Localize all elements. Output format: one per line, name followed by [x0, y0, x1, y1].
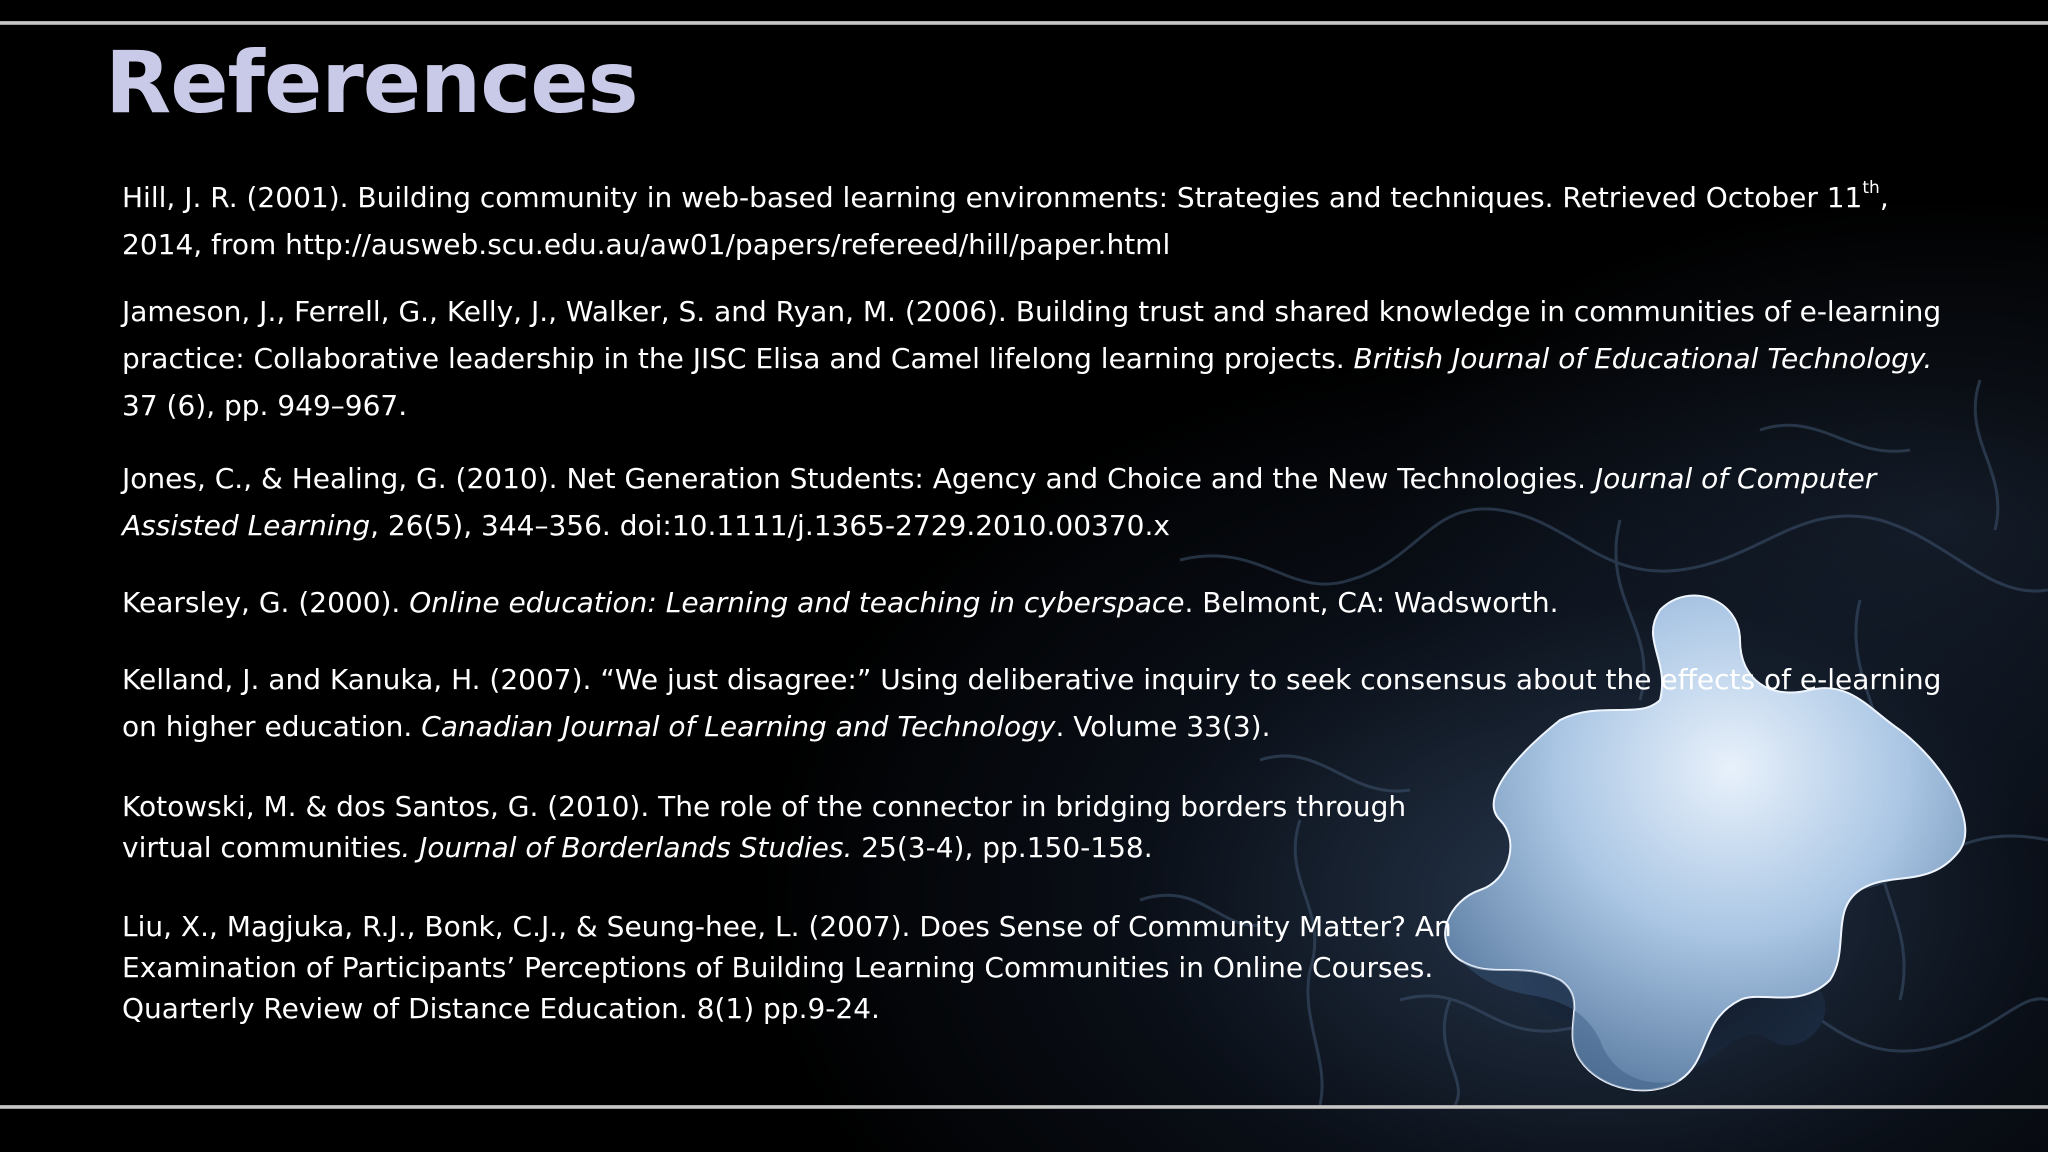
- reference-journal: Canadian Journal of Learning and Technology: [421, 710, 1056, 743]
- reference-text: 25(3-4), pp.150-158.: [852, 831, 1153, 864]
- reference-hill: [122, 174, 1942, 268]
- reference-text: . Volume 33(3).: [1055, 710, 1271, 743]
- reference-text: , 26(5), 344–356. doi:10.1111/j.1365-2729.2010.00370.x: [370, 509, 1170, 542]
- reference-text: Jameson, J., Ferrell, G., Kelly, J., Walker, S. and Ryan, M. (2006). Building trust and shared knowledge in communities of e-learning practice: Collaborative leadership in the JISC Elisa and Camel lifelong learning projects.: [122, 295, 1942, 375]
- reference-jameson: [122, 288, 1942, 429]
- reference-kearsley: [122, 579, 1942, 626]
- reference-kotowski: [122, 786, 1452, 868]
- reference-superscript: th: [1862, 178, 1880, 198]
- page-title: References: [105, 33, 638, 133]
- reference-text: Jones, C., & Healing, G. (2010). Net Generation Students: Agency and Choice and the New Technologies.: [122, 462, 1595, 495]
- reference-text: Liu, X., Magjuka, R.J., Bonk, C.J., & Seung-hee, L. (2007). Does Sense of Community Matter? An Examination of Participants’ Perceptions of Building Learning Communities in Online Courses. Quarterly Review of Distance Education. 8(1) pp.9-24.: [122, 910, 1452, 1025]
- bottom-rule: [0, 1105, 2048, 1109]
- reference-text: Kearsley, G. (2000).: [122, 586, 410, 619]
- reference-liu: [122, 906, 1452, 1029]
- reference-journal: Journal of Computer Assisted Learning: [122, 462, 1877, 542]
- reference-text: . Belmont, CA: Wadsworth.: [1184, 586, 1559, 619]
- reference-text: Kotowski, M. & dos Santos, G. (2010). The role of the connector in bridging borders through virtual communities: [122, 790, 1407, 864]
- reference-jones: [122, 455, 1942, 549]
- reference-list: [122, 174, 1942, 1029]
- reference-text: Kelland, J. and Kanuka, H. (2007). “We just disagree:” Using deliberative inquiry to seek consensus about the effects of e-learning on higher education.: [122, 663, 1942, 743]
- reference-kelland: [122, 656, 1942, 750]
- reference-book-title: Online education: Learning and teaching in cyberspace: [409, 586, 1185, 619]
- reference-journal: . Journal of Borderlands Studies.: [401, 831, 853, 864]
- reference-journal: British Journal of Educational Technology.: [1353, 342, 1933, 375]
- reference-text: 37 (6), pp. 949–967.: [122, 389, 408, 422]
- reference-text: Hill, J. R. (2001). Building community in web-based learning environments: Strategies and techniques. Retrieved October 11: [122, 181, 1863, 214]
- reference-text: , 2014, from http://ausweb.scu.edu.au/aw01/papers/refereed/hill/paper.html: [122, 181, 1889, 261]
